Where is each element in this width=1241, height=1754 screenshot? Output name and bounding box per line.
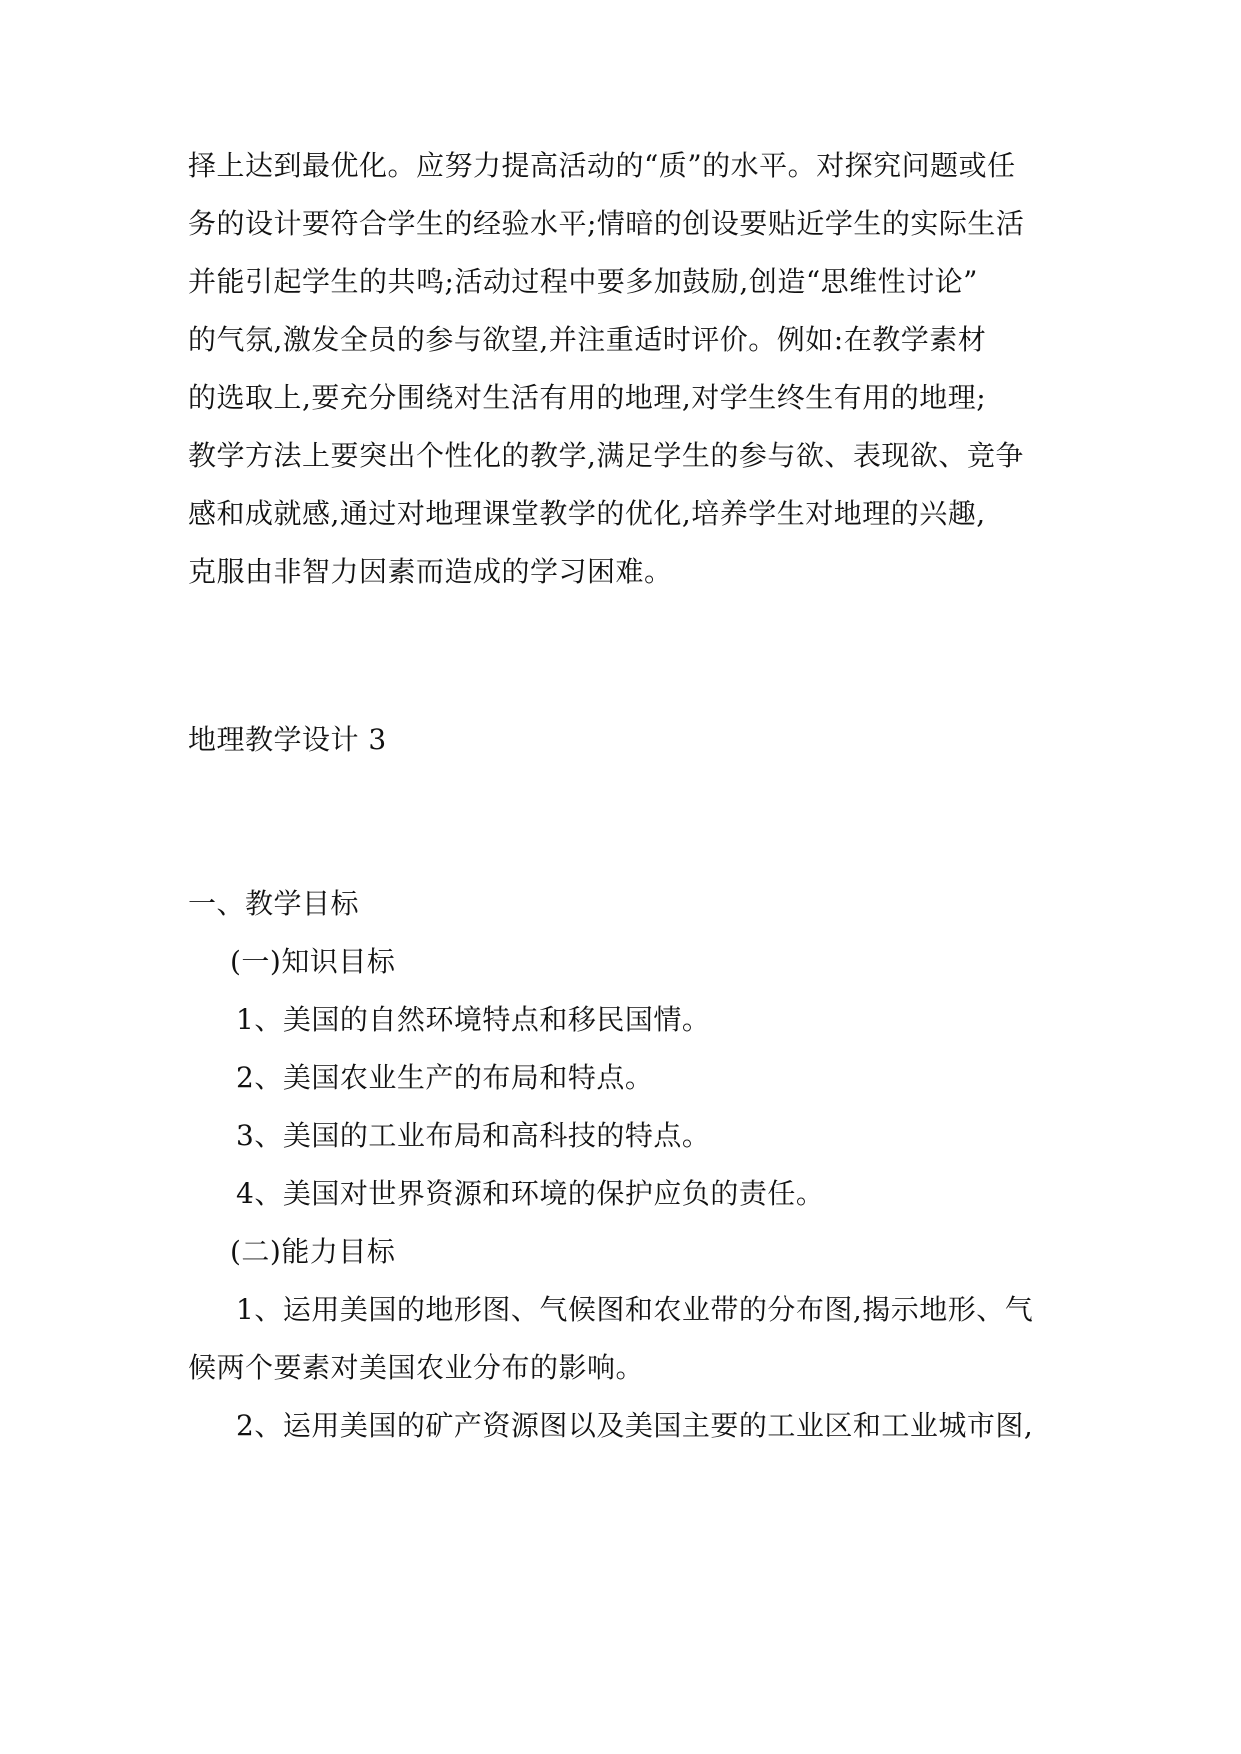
paragraph-line: 克服由非智力因素而造成的学习困难。 [188, 555, 673, 588]
ability-item-line: 候两个要素对美国农业分布的影响。 [188, 1351, 645, 1384]
knowledge-item: 1、美国的自然环境特点和移民国情。 [236, 1003, 711, 1036]
paragraph-line: 的选取上,要充分围绕对生活有用的地理,对学生终生有用的地理; [188, 381, 987, 414]
knowledge-item: 2、美国农业生产的布局和特点。 [236, 1061, 654, 1094]
paragraph-line: 教学方法上要突出个性化的教学,满足学生的参与欲、表现欲、竞争 [188, 439, 1024, 472]
subheading-knowledge-goals: (一)知识目标 [230, 945, 396, 978]
subheading-ability-goals: (二)能力目标 [230, 1235, 396, 1268]
paragraph-line: 务的设计要符合学生的经验水平;情暗的创设要贴近学生的实际生活 [188, 207, 1025, 240]
ability-item-line: 2、运用美国的矿产资源图以及美国主要的工业区和工业城市图, [236, 1409, 1034, 1442]
paragraph-line: 感和成就感,通过对地理课堂教学的优化,培养学生对地理的兴趣, [188, 497, 986, 530]
section-title: 地理教学设计 3 [188, 723, 387, 756]
paragraph-line: 的气氛,激发全员的参与欲望,并注重适时评价。例如:在教学素材 [188, 323, 987, 356]
knowledge-item: 4、美国对世界资源和环境的保护应负的责任。 [236, 1177, 825, 1210]
knowledge-item: 3、美国的工业布局和高科技的特点。 [236, 1119, 711, 1152]
ability-item-line: 1、运用美国的地形图、气候图和农业带的分布图,揭示地形、气 [236, 1293, 1034, 1326]
heading-teaching-goals: 一、教学目标 [188, 887, 360, 920]
paragraph-line: 并能引起学生的共鸣;活动过程中要多加鼓励,创造“思维性讨论” [188, 265, 978, 298]
paragraph-line: 择上达到最优化。应努力提高活动的“质”的水平。对探究问题或任 [188, 149, 1016, 182]
